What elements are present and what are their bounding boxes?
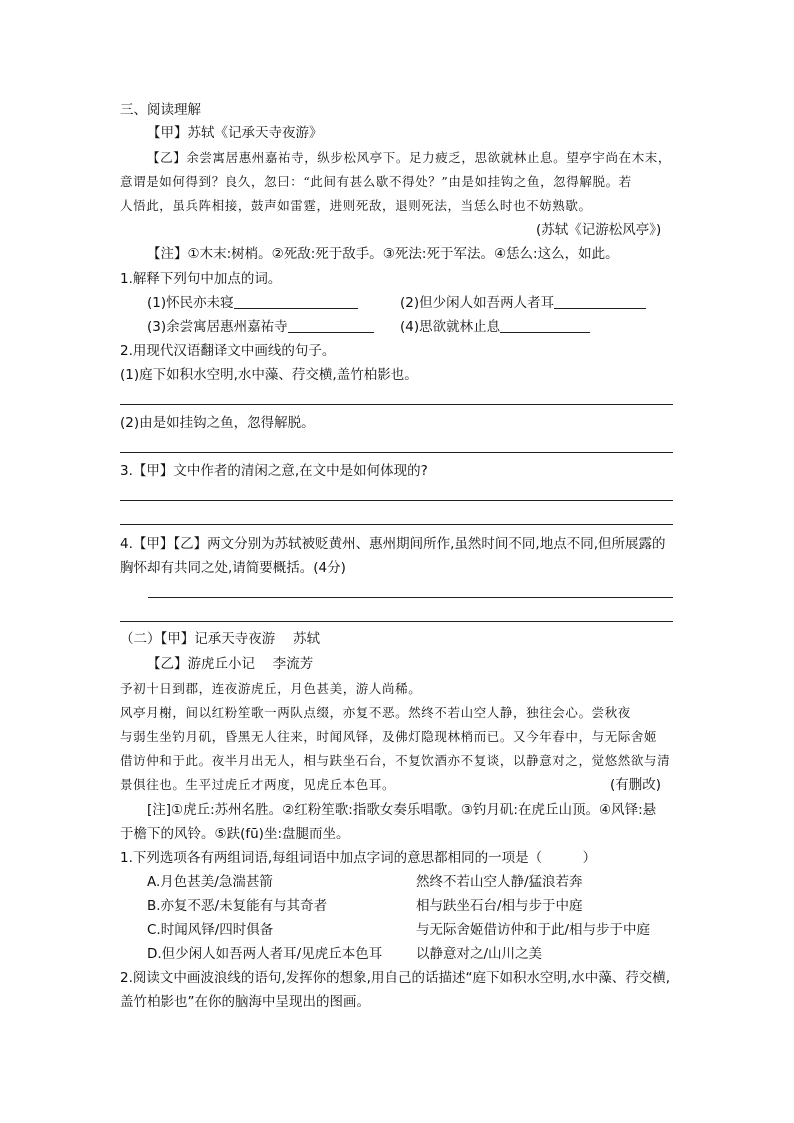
passage-line: 借访仲和于此。夜半月出无人，相与趺坐石台，不复饮酒亦不复谈，以静意对之，觉悠然欲与清 <box>120 753 671 768</box>
passage-yi-line: 【乙】余尝寓居惠州嘉祐寺，纵步松风亭下。足力疲乏，思欲就林止息。望亭宇尚在木末， <box>147 150 672 165</box>
option-b-right[interactable]: 相与趺坐石台/相与步于中庭 <box>416 898 583 914</box>
answer-blank[interactable] <box>288 318 374 333</box>
answer-line[interactable] <box>120 500 673 501</box>
question-1-stem: 1.下列选项各有两组词语,每组词语中加点字词的意思都相同的一项是（ ） <box>120 850 597 866</box>
question-4-stem: 胸怀却有共同之处,请简要概括。(4分) <box>120 560 346 576</box>
question-1-item <box>147 318 374 336</box>
question-1-item-text: (2)但少闲人如吾两人者耳 <box>400 295 555 311</box>
passage-line: 予初十日到郡，连夜游虎丘，月色甚美，游人尚稀。 <box>120 681 422 696</box>
question-1-item <box>400 294 646 312</box>
passage-line: 与弱生坐钓月矶，昏黑无人往来，时闻风铎，及佛灯隐现林梢而已。又今年春中，与无际舍姬 <box>120 729 658 744</box>
passage-note: [注]①虎丘:苏州名胜。②红粉笙歌:指歌女奏乐唱歌。③钓月矶:在虎丘山顶。④风铎:悬 <box>147 802 657 818</box>
option-d-right[interactable]: 以静意对之/山川之美 <box>416 946 543 962</box>
passage-source: (有删改) <box>610 777 662 793</box>
answer-line[interactable] <box>120 621 673 622</box>
option-c-right[interactable]: 与无际舍姬借访仲和于此/相与步于中庭 <box>416 922 651 938</box>
question-1-item <box>400 318 590 336</box>
question-2-stem: 2.阅读文中画波浪线的语句,发挥你的想象,用自己的话描述“庭下如积水空明,水中藻、荇交横, <box>120 970 671 986</box>
answer-line[interactable] <box>120 452 673 453</box>
answer-line[interactable] <box>120 524 673 525</box>
passage-yi-title: 【乙】游虎丘小记 李流芳 <box>147 656 314 672</box>
option-d-left[interactable]: D.但少闲人如吾两人者耳/见虎丘本色耳 <box>147 946 383 962</box>
question-2-stem: 2.用现代汉语翻译文中画线的句子。 <box>120 343 336 359</box>
passage-line: 景俱往也。生平过虎丘才两度，见虎丘本色耳。 <box>120 777 396 792</box>
passage-yi-line: 意谓是如何得到？良久，忽曰：“此间有甚么歇不得处？”由是如挂钩之鱼，忽得解脱。若 <box>120 174 632 189</box>
section-heading: 三、阅读理解 <box>120 102 201 118</box>
option-b-left[interactable]: B.亦复不恶/未复能有与其奇者 <box>147 898 328 914</box>
answer-blank[interactable] <box>500 318 590 333</box>
passage-yi-source: (苏轼《记游松风亭》) <box>536 222 662 238</box>
answer-blank[interactable] <box>234 294 358 309</box>
answer-line[interactable] <box>148 597 673 598</box>
question-2-stem: 盖竹柏影也”在你的脑海中呈现出的图画。 <box>120 994 370 1010</box>
question-1-item-text: (1)怀民亦未寝 <box>147 295 234 311</box>
passage-jia-title: 【甲】苏轼《记承天寺夜游》 <box>147 125 323 141</box>
question-2-sentence: (1)庭下如积水空明,水中藻、荇交横,盖竹柏影也。 <box>120 367 418 383</box>
part-2-title: （二）【甲】记承天寺夜游 苏轼 <box>120 631 321 647</box>
option-c-left[interactable]: C.时闻风铎/四时俱备 <box>147 922 274 938</box>
question-3-stem: 3.【甲】文中作者的清闲之意,在文中是如何体现的? <box>120 463 428 479</box>
passage-yi-line: 人悟此，虽兵阵相接，鼓声如雷霆，进则死敌，退则死法，当恁么时也不妨熟歇。 <box>120 198 592 213</box>
option-a-right[interactable]: 然终不若山空人静/猛浪若奔 <box>416 874 583 890</box>
question-1-stem: 1.解释下列句中加点的词。 <box>120 271 282 287</box>
question-1-item-text: (3)余尝寓居惠州嘉祐寺 <box>147 319 288 335</box>
passage-note: 【注】①木末:树梢。②死敌:死于敌手。③死法:死于军法。④恁么:这么，如此。 <box>147 246 619 262</box>
question-2-sentence: (2)由是如挂钩之鱼，忽得解脱。 <box>120 415 315 431</box>
passage-note: 于檐下的风铃。⑤趺(fū)坐:盘腿而坐。 <box>120 826 350 842</box>
answer-blank[interactable] <box>554 294 646 309</box>
option-a-left[interactable]: A.月色甚美/急湍甚箭 <box>147 874 273 890</box>
question-4-stem: 4.【甲】【乙】两文分别为苏轼被贬黄州、惠州期间所作,虽然时间不同,地点不同,但所展露的 <box>120 536 666 552</box>
answer-line[interactable] <box>120 404 673 405</box>
question-1-item <box>147 294 358 312</box>
question-1-item-text: (4)思欲就林止息 <box>400 319 501 335</box>
passage-line: 风亭月榭，间以红粉笙歌一两队点缀，亦复不恶。然终不若山空人静，独往会心。尝秋夜 <box>120 705 631 720</box>
